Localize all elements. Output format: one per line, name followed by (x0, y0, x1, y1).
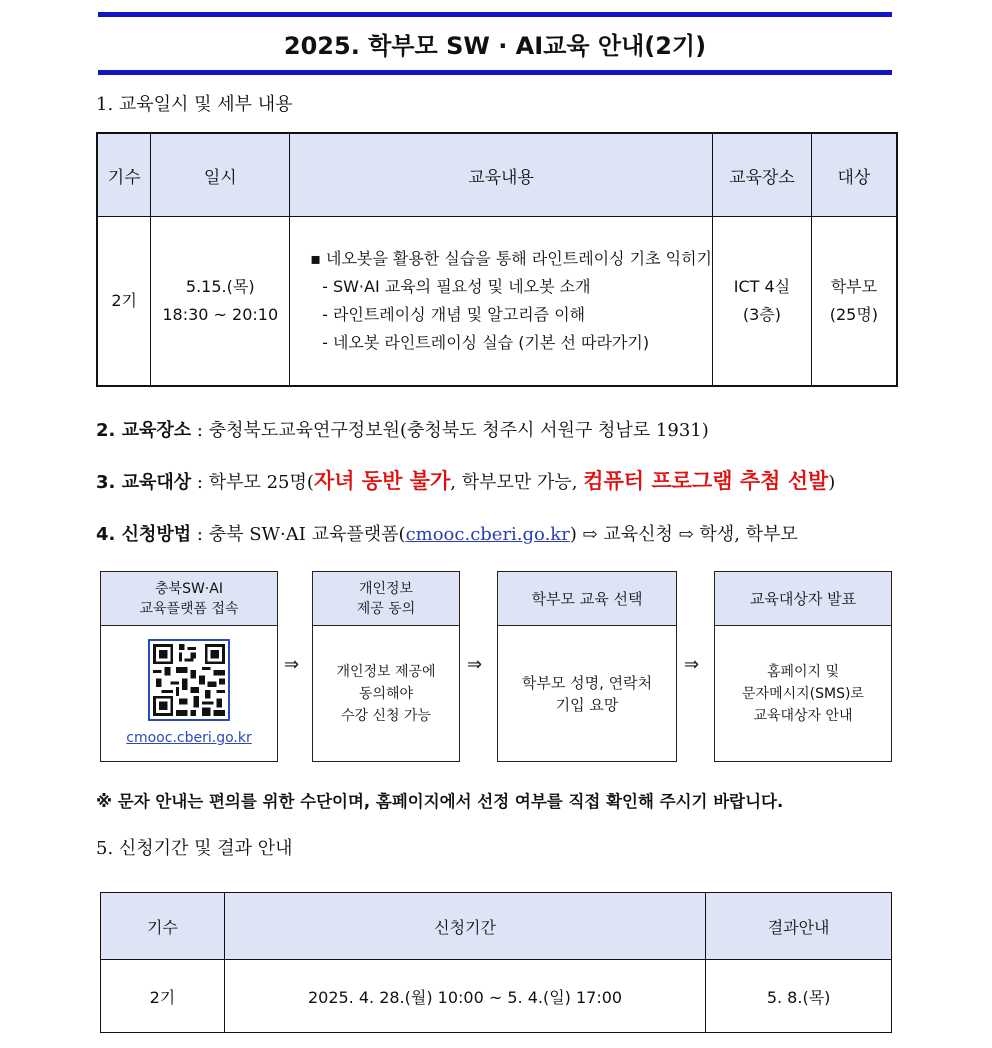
content-item: - 네오봇 라인트레이싱 실습 (기본 선 따라가기) (322, 333, 650, 352)
place-name: ICT 4실 (733, 277, 791, 296)
step-head (313, 572, 459, 626)
step-text: 개인정보 제공에 (336, 663, 436, 680)
cell-cohort: 2기 (101, 960, 225, 1033)
step-title: 교육대상자 발표 (749, 589, 857, 608)
separator: : (191, 420, 209, 441)
title-bottom-rule (98, 70, 892, 75)
cell-cohort: 2기 (97, 217, 151, 387)
target-count: (25명) (829, 305, 879, 324)
cell-result: 5. 8.(목) (706, 960, 892, 1033)
separator: : (191, 472, 209, 493)
sms-note: ※ 문자 안내는 편의를 위한 수단이며, 홈페이지에서 선정 여부를 직접 확인해 주시기 바랍니다. (96, 792, 784, 811)
header-content: 교육내용 (290, 133, 713, 217)
section3-label: 3. 교육대상 (96, 472, 192, 493)
step-title: 제공 동의 (356, 600, 416, 617)
step-text: 문자메시지(SMS)로 (742, 685, 864, 702)
step-title: 학부모 교육 선택 (531, 589, 643, 608)
qr-code-icon[interactable] (148, 639, 230, 721)
step-head (101, 572, 277, 626)
step-privacy-consent (312, 571, 460, 762)
step-body (313, 626, 459, 761)
header-result: 결과안내 (706, 893, 892, 960)
step-select-parent-course (497, 571, 677, 762)
qr-platform-link[interactable]: cmooc.cberi.go.kr (126, 729, 252, 746)
step-title: 개인정보 (358, 580, 414, 597)
target-group: 학부모 (830, 277, 878, 296)
section2-text: 충청북도교육연구정보원(충청북도 청주시 서원구 청남로 1931) (208, 420, 709, 441)
section3-text: , 학부모만 가능, (450, 472, 584, 493)
cell-date (151, 217, 290, 387)
step-platform-access (100, 571, 278, 762)
step-text: 학부모 성명, 연락처 (521, 673, 653, 692)
section3-text: ) (828, 472, 836, 493)
step-title: 충북SW·AI (155, 580, 223, 597)
section3-line (96, 465, 835, 495)
flow-arrow-icon: ⇒ (467, 654, 483, 675)
step-announcement (714, 571, 892, 762)
place-floor: (3층) (742, 305, 781, 324)
step-body (101, 626, 277, 761)
section2-label: 2. 교육장소 (96, 420, 192, 441)
section4-text: ) ⇨ 교육신청 ⇨ 학생, 학부모 (569, 524, 798, 545)
header-place: 교육장소 (713, 133, 812, 217)
section2-line (96, 416, 709, 442)
step-text: 홈페이지 및 (766, 663, 840, 680)
header-cohort: 기수 (97, 133, 151, 217)
step-text: 수강 신청 가능 (340, 707, 432, 724)
content-item: - SW·AI 교육의 필요성 및 네오봇 소개 (322, 277, 591, 296)
step-head (715, 572, 891, 626)
flow-arrow-icon: ⇒ (684, 654, 700, 675)
section5-heading: 5. 신청기간 및 결과 안내 (96, 838, 293, 859)
content-item: - 라인트레이싱 개념 및 알고리즘 이해 (322, 305, 586, 324)
step-text: 동의해야 (358, 685, 414, 702)
content-main: ▪ 네오봇을 활용한 실습을 통해 라인트레이싱 기초 익히기 (310, 249, 713, 268)
header-target: 대상 (811, 133, 897, 217)
cell-content (290, 217, 713, 387)
header-date: 일시 (151, 133, 290, 217)
schedule-header-row (97, 133, 897, 217)
section4-label: 4. 신청방법 (96, 524, 192, 545)
step-text: 기입 요망 (555, 695, 619, 714)
flow-arrow-icon: ⇒ (284, 654, 300, 675)
cell-period: 2025. 4. 28.(월) 10:00 ~ 5. 4.(일) 17:00 (224, 960, 705, 1033)
step-body (498, 626, 676, 761)
schedule-table (96, 132, 898, 387)
date-line: 5.15.(목) (185, 277, 255, 296)
header-cohort: 기수 (101, 893, 225, 960)
title-top-rule (98, 12, 892, 17)
no-children-notice: 자녀 동반 불가 (313, 468, 451, 493)
step-head (498, 572, 676, 626)
cell-target (811, 217, 897, 387)
application-period-table (100, 892, 892, 1033)
page-title: 2025. 학부모 SW · AI교육 안내(2기) (283, 32, 707, 60)
section3-text: 학부모 25명( (208, 472, 314, 493)
section4-text: 충북 SW·AI 교육플랫폼( (208, 524, 406, 545)
platform-link[interactable]: cmooc.cberi.go.kr (405, 524, 570, 545)
cell-place (713, 217, 812, 387)
step-title: 교육플랫폼 접속 (139, 600, 239, 617)
section4-line (96, 520, 798, 546)
schedule-row (97, 217, 897, 387)
step-body (715, 626, 891, 761)
header-period: 신청기간 (224, 893, 705, 960)
period-header-row (101, 893, 892, 960)
step-text: 교육대상자 안내 (753, 707, 853, 724)
lottery-notice: 컴퓨터 프로그램 추첨 선발 (583, 468, 829, 493)
separator: : (191, 524, 209, 545)
time-line: 18:30 ~ 20:10 (162, 305, 279, 324)
period-row (101, 960, 892, 1033)
section1-heading: 1. 교육일시 및 세부 내용 (96, 94, 293, 115)
